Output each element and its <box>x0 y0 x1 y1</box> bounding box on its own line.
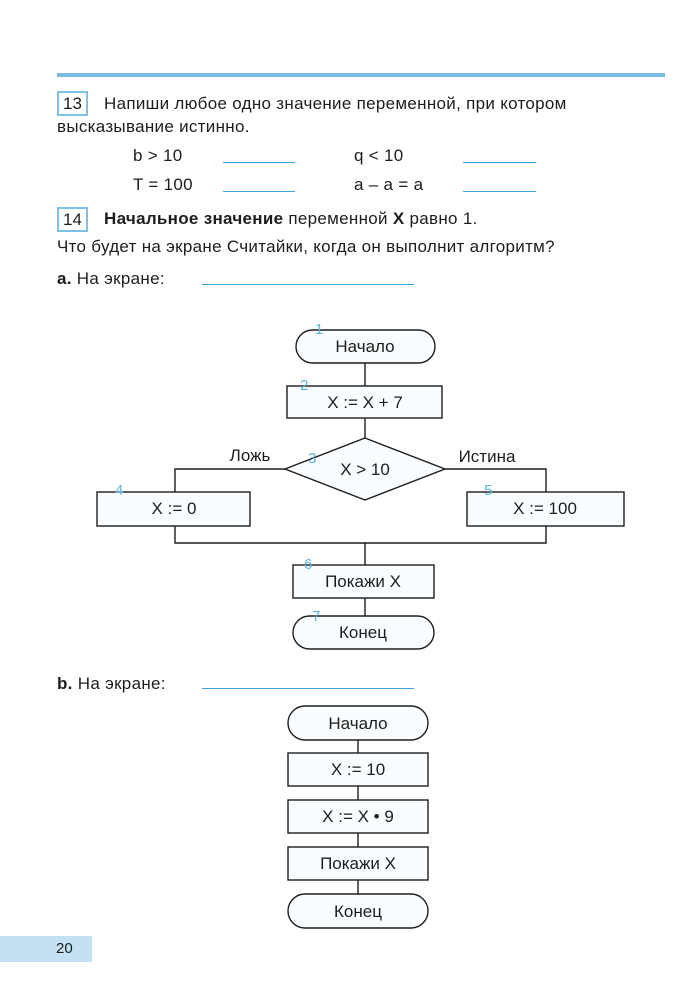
step-number-4: 4 <box>115 482 124 499</box>
a-false-label: Ложь <box>229 446 271 465</box>
a-true-label: Истина <box>458 447 516 466</box>
expression-2: q < 10 <box>354 146 404 165</box>
step-number-1: 1 <box>315 321 324 338</box>
b-end-text: Конец <box>334 902 382 921</box>
expression-1: b > 10 <box>133 146 183 165</box>
step-number-6: 6 <box>304 556 313 573</box>
step-number-2: 2 <box>300 377 309 394</box>
page-number: 20 <box>56 940 73 957</box>
a-end-text: Конец <box>339 623 387 642</box>
task-13-text-line2: высказывание истинно. <box>57 117 250 136</box>
a-true-action-text: X := 100 <box>513 499 577 518</box>
a-connector-true-branch <box>445 469 546 492</box>
part-a-letter: a. <box>57 269 72 288</box>
a-false-action-text: X := 0 <box>151 499 197 518</box>
b-step2-text: X := X • 9 <box>322 807 394 826</box>
task-14-end: равно 1. <box>404 209 478 228</box>
task-14-var: X <box>392 209 405 228</box>
task-14-number: 14 <box>57 207 88 232</box>
part-b-text: На экране: <box>72 674 166 693</box>
step-number-5: 5 <box>484 482 493 499</box>
task-14-question: Что будет на экране Считайки, когда он выполнит алгоритм? <box>57 237 555 256</box>
task-14-bold-start: Начальное значение <box>104 209 284 228</box>
page-tab <box>0 936 92 962</box>
a-start-text: Начало <box>335 337 395 356</box>
task-13-number: 13 <box>57 91 88 116</box>
step-number-3: 3 <box>308 450 317 467</box>
a-connector-false-branch <box>175 469 285 492</box>
a-step2-text: X := X + 7 <box>327 393 403 412</box>
a-connector-merge <box>175 526 546 543</box>
b-start-text: Начало <box>328 714 388 733</box>
expression-3: T = 100 <box>133 175 193 194</box>
task-14-mid: переменной <box>283 209 393 228</box>
part-a-text: На экране: <box>71 269 165 288</box>
step-number-7: 7 <box>312 608 321 625</box>
a-show-text: Покажи X <box>325 572 401 591</box>
b-show-text: Покажи X <box>320 854 396 873</box>
b-step1-text: X := 10 <box>330 760 386 779</box>
task-13-text-line1: Напиши любое одно значение переменной, при котором <box>104 94 567 113</box>
expression-4: a – a = a <box>354 175 424 194</box>
part-b-letter: b. <box>57 674 73 693</box>
a-condition-text: X > 10 <box>340 460 390 479</box>
